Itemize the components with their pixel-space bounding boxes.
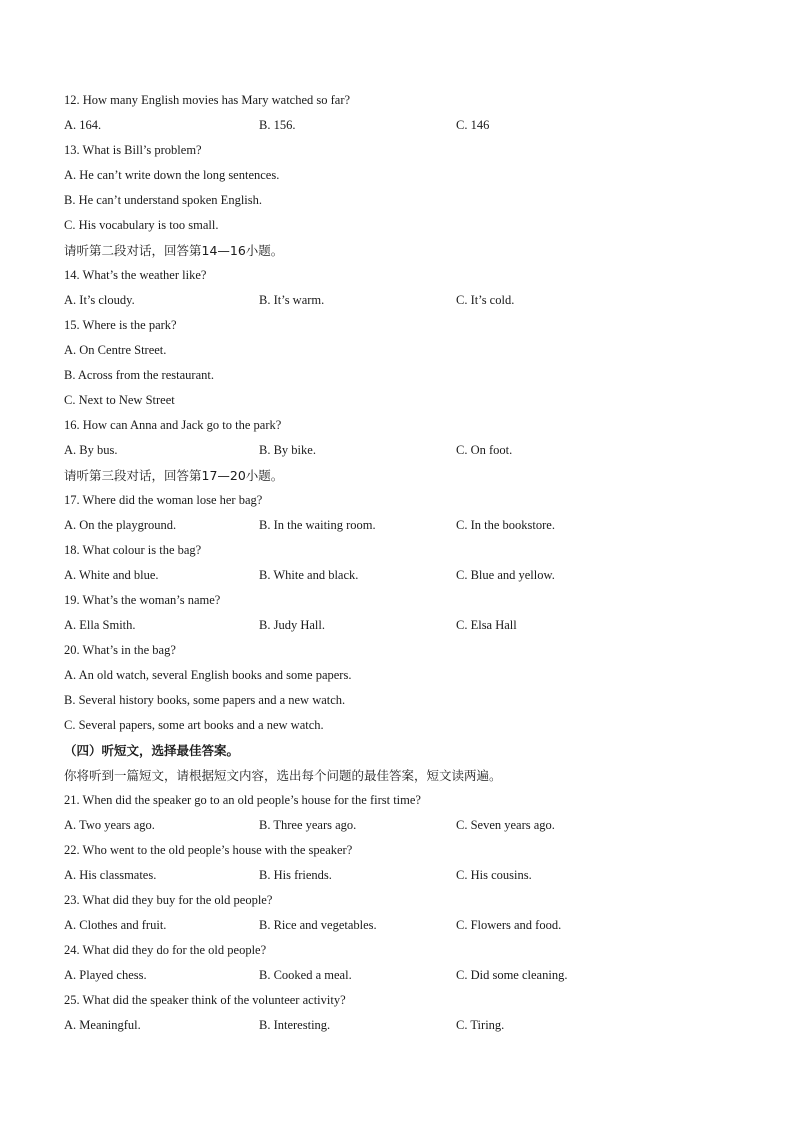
option-b: B. Judy Hall. [259, 618, 325, 632]
question-21: 21. When did the speaker go to an old people’s house for the first time? [64, 793, 421, 807]
options-21 [64, 813, 744, 838]
section-4-heading: （四）听短文，选择最佳答案。 [64, 743, 240, 758]
option-a: A. It’s cloudy. [64, 293, 135, 307]
option-c: C. Tiring. [456, 1018, 505, 1032]
options-16 [64, 438, 744, 463]
options-14 [64, 288, 744, 313]
option-c: C. Blue and yellow. [456, 568, 555, 582]
options-24 [64, 963, 744, 988]
option-a: A. Played chess. [64, 968, 147, 982]
option-c: C. His vocabulary is too small. [64, 218, 219, 232]
options-19 [64, 613, 744, 638]
option-a: A. On Centre Street. [64, 343, 167, 357]
question-24: 24. What did they do for the old people? [64, 943, 267, 957]
option-b: B. Cooked a meal. [259, 968, 352, 982]
question-17: 17. Where did the woman lose her bag? [64, 493, 263, 507]
option-a: A. An old watch, several English books and some papers. [64, 668, 352, 682]
question-19: 19. What’s the woman’s name? [64, 593, 221, 607]
instruction-dialogue-2: 请听第二段对话，回答第14—16小题。 [64, 243, 284, 258]
option-a: A. 164. [64, 118, 102, 132]
option-c: C. Elsa Hall [456, 618, 517, 632]
option-b: B. Across from the restaurant. [64, 368, 214, 382]
option-b: B. It’s warm. [259, 293, 325, 307]
option-c: C. It’s cold. [456, 293, 515, 307]
options-22 [64, 863, 744, 888]
option-b: B. Rice and vegetables. [259, 918, 377, 932]
option-b: B. 156. [259, 118, 296, 132]
option-c: C. 146 [456, 118, 490, 132]
option-c: C. Seven years ago. [456, 818, 555, 832]
question-14: 14. What’s the weather like? [64, 268, 207, 282]
option-b: B. In the waiting room. [259, 518, 376, 532]
options-18 [64, 563, 744, 588]
option-a: A. Clothes and fruit. [64, 918, 167, 932]
options-25 [64, 1013, 744, 1038]
option-c: C. Did some cleaning. [456, 968, 568, 982]
option-c: C. On foot. [456, 443, 513, 457]
question-16: 16. How can Anna and Jack go to the park? [64, 418, 282, 432]
option-c: C. Flowers and food. [456, 918, 562, 932]
exam-page [64, 88, 744, 1038]
option-a: A. On the playground. [64, 518, 177, 532]
question-18: 18. What colour is the bag? [64, 543, 202, 557]
question-12: 12. How many English movies has Mary watched so far? [64, 93, 351, 107]
option-c: C. His cousins. [456, 868, 532, 882]
option-a: A. Ella Smith. [64, 618, 136, 632]
section-4-instruction: 你将听到一篇短文，请根据短文内容，选出每个问题的最佳答案，短文读两遍。 [64, 768, 502, 783]
options-12 [64, 113, 744, 138]
instruction-dialogue-3: 请听第三段对话，回答第17—20小题。 [64, 468, 284, 483]
option-a: A. He can’t write down the long sentences. [64, 168, 280, 182]
option-b: B. Interesting. [259, 1018, 331, 1032]
question-15: 15. Where is the park? [64, 318, 177, 332]
option-b: B. He can’t understand spoken English. [64, 193, 262, 207]
question-22: 22. Who went to the old people’s house with the speaker? [64, 843, 353, 857]
option-b: B. His friends. [259, 868, 332, 882]
option-b: B. Three years ago. [259, 818, 357, 832]
question-20: 20. What’s in the bag? [64, 643, 176, 657]
question-25: 25. What did the speaker think of the volunteer activity? [64, 993, 346, 1007]
options-17 [64, 513, 744, 538]
option-a: A. White and blue. [64, 568, 159, 582]
option-a: A. Meaningful. [64, 1018, 141, 1032]
options-23 [64, 913, 744, 938]
option-c: C. Several papers, some art books and a new watch. [64, 718, 324, 732]
option-a: A. By bus. [64, 443, 118, 457]
option-c: C. In the bookstore. [456, 518, 555, 532]
option-a: A. Two years ago. [64, 818, 155, 832]
option-b: B. By bike. [259, 443, 316, 457]
question-13: 13. What is Bill’s problem? [64, 143, 202, 157]
option-c: C. Next to New Street [64, 393, 175, 407]
option-b: B. Several history books, some papers and a new watch. [64, 693, 346, 707]
question-23: 23. What did they buy for the old people? [64, 893, 273, 907]
option-b: B. White and black. [259, 568, 359, 582]
option-a: A. His classmates. [64, 868, 157, 882]
